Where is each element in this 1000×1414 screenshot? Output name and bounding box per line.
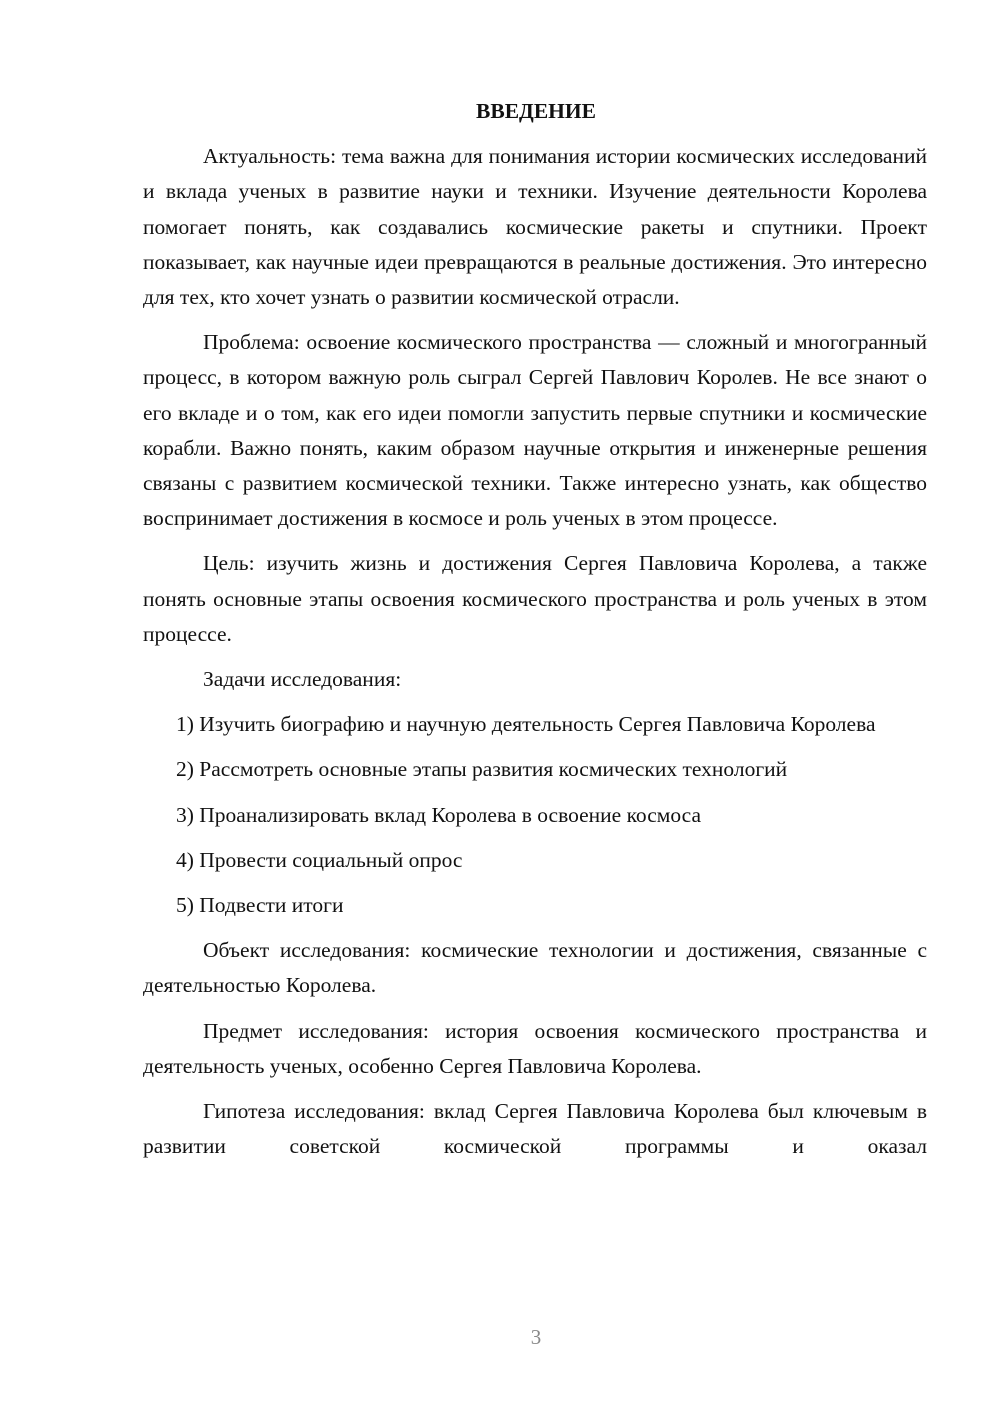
object-paragraph: Объект исследования: космические технологии и достижения, связанные с деятельностью Королева. <box>143 938 927 998</box>
subject-paragraph: Предмет исследования: история освоения космического пространства и деятельность ученых, особенно Сергея Павловича Королева. <box>143 1018 927 1078</box>
task-item: 3) Проанализировать вклад Королева в освоение космоса <box>176 802 701 827</box>
document-body <box>143 94 927 1174</box>
tasks-title: Задачи исследования: <box>203 667 402 692</box>
problem-paragraph: Проблема: освоение космического пространства — сложный и многогранный процесс, в котором важную роль сыграл Сергей Павлович Королев. Не все знают о его вкладе и о том, как его идеи помогли запустить первые спутники и космические корабли. Важно понять, каким образом научные открытия и инженерные решения связаны с развитием космической техники. Также интересно узнать, как общество воспринимает достижения в космосе и роль ученых в этом процессе. <box>143 330 927 531</box>
task-item: 5) Подвести итоги <box>176 893 344 918</box>
task-item: 2) Рассмотреть основные этапы развития космических технологий <box>176 757 788 782</box>
relevance-paragraph: Актуальность: тема важна для понимания истории космических исследований и вклада ученых в развитие науки и техники. Изучение деятельности Королева помогает понять, как создавались космические ракеты и спутники. Проект показывает, как научные идеи превращаются в реальные достижения. Это интересно для тех, кто хочет узнать о развитии космической отрасли. <box>143 144 927 310</box>
task-item: 1) Изучить биографию и научную деятельность Сергея Павловича Королева <box>176 712 876 737</box>
task-item: 4) Провести социальный опрос <box>176 847 463 872</box>
page-number: 3 <box>530 1325 542 1349</box>
section-heading: ВВЕДЕНИЕ <box>476 99 596 123</box>
goal-paragraph: Цель: изучить жизнь и достижения Сергея Павловича Королева, а также понять основные этапы освоения космического пространства и роль ученых в этом процессе. <box>143 551 927 646</box>
hypothesis-paragraph: Гипотеза исследования: вклад Сергея Павловича Королева был ключевым в развитии советской космической программы и оказал <box>143 1099 927 1159</box>
